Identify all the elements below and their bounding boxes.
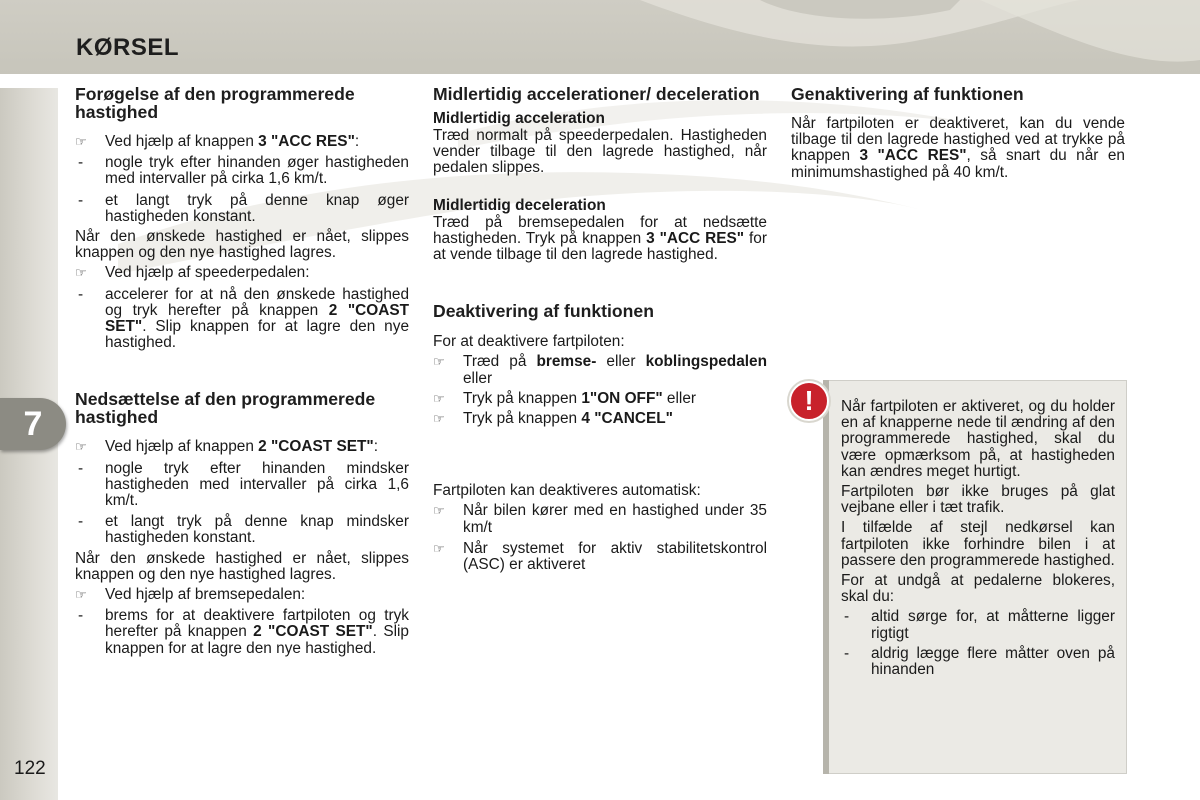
page-title: KØRSEL [76,34,180,61]
list-item: ☞ Tryk på knappen 1"ON OFF" eller [433,389,697,407]
list-item: - altid sørge for, at måtterne ligger rigtigt [844,608,1115,642]
warning-text [841,399,1115,678]
paragraph: Når fartpiloten er aktiveret, og du holder en af knapperne nede til ændring af den programmerede hastighed, skal du være opmærksom på, at hastigheden kan ændres meget hurtigt. [841,398,1115,480]
list-item: - nogle tryk efter hinanden øger hastigheden med intervaller på cirka 1,6 km/t. [78,154,409,188]
list-item: - brems for at deaktivere fartpiloten og tryk herefter på knappen 2 "COAST SET". Slip knappen for at lagre den nye hastighed. [78,607,409,657]
paragraph: For at deaktivere fartpiloten: [433,333,625,351]
chapter-tab[interactable]: 7 [0,398,66,450]
pointing-hand-icon: ☞ [75,265,87,281]
header-decoration [0,0,1200,74]
section-heading-temporary: Midlertidig accelerationer/ deceleration [433,84,760,104]
paragraph: Fartpiloten bør ikke bruges på glat vejbane eller i tæt trafik. [841,483,1115,517]
pointing-hand-icon: ☞ [75,134,87,149]
list-item: ☞ Ved hjælp af knappen 3 "ACC RES": [75,133,360,150]
list-item: - accelerer for at nå den ønskede hastighed og tryk herefter på knappen 2 "COAST SET". Slip knappen for at lagre den nye hastighed. [78,285,409,352]
paragraph: Træd normalt på speederpedalen. Hastigheden vender tilbage til den lagrede hastighed, når pedalen slippes. [433,127,767,177]
pointing-hand-icon: ☞ [433,503,445,519]
list-item: ☞ Når systemet for aktiv stabilitetskontrol (ASC) er aktiveret [433,539,767,574]
paragraph: Når den ønskede hastighed er nået, slippes knappen og den nye hastighed lagres. [75,549,409,583]
list-item: ☞ Træd på bremse- eller koblingspedalen eller [433,353,767,387]
subheading-acceleration: Midlertidig acceleration [433,110,605,127]
pointing-hand-icon: ☞ [433,390,445,406]
list-item: ☞ Ved hjælp af speederpedalen: [75,264,310,282]
section-heading-decrease: Nedsættelse af den programmerede hastighed [75,389,376,428]
page-number: 122 [14,758,46,779]
list-item: ☞ Ved hjælp af bremsepedalen: [75,586,306,604]
paragraph: Når fartpiloten er deaktiveret, kan du vende tilbage til den lagrede hastighed ved at trykke på knappen 3 "ACC RES", så snart du når en minimumshastighed på 40 km/t. [791,115,1125,181]
paragraph: Træd på bremsepedalen for at nedsætte hastigheden. Tryk på knappen 3 "ACC RES" for at vende tilbage til den lagrede hastighed. [433,213,767,264]
section-heading-increase: Forøgelse af den programmerede hastighed [75,84,355,122]
list-item: - aldrig lægge flere måtter oven på hinanden [844,644,1115,679]
list-item: - et langt tryk på denne knap mindsker hastigheden konstant. [78,513,409,547]
warning-box-bar [823,380,829,774]
subheading-deceleration: Midlertidig deceleration [433,196,606,214]
section-heading-reactivation: Genaktivering af funktionen [791,84,1024,104]
list-item: - nogle tryk efter hinanden mindsker hastigheden med intervaller på cirka 1,6 km/t. [78,459,409,510]
paragraph: Fartpiloten kan deaktiveres automatisk: [433,482,701,500]
column-right [791,85,1125,181]
column-left [75,85,409,657]
pointing-hand-icon: ☞ [433,540,445,556]
pointing-hand-icon: ☞ [433,411,445,427]
exclamation-icon: ! [789,381,829,421]
paragraph: For at undgå at pedalerne blokeres, skal du: [841,572,1115,606]
paragraph: Når den ønskede hastighed er nået, slippes knappen og den nye hastighed lagres. [75,228,409,262]
column-middle [433,85,767,573]
list-item: - et langt tryk på denne knap øger hastigheden konstant. [78,191,409,225]
section-heading-deactivation: Deaktivering af funktionen [433,301,654,322]
pointing-hand-icon: ☞ [433,354,445,370]
list-item: ☞ Tryk på knappen 4 "CANCEL" [433,410,673,428]
pointing-hand-icon: ☞ [75,439,87,455]
pointing-hand-icon: ☞ [75,587,87,603]
list-item: ☞ Ved hjælp af knappen 2 "COAST SET": [75,438,378,456]
paragraph: I tilfælde af stejl nedkørsel kan fartpiloten ikke forhindre bilen i at passere den programmerede hastighed. [841,519,1115,569]
page-header [0,0,1200,74]
list-item: ☞ Når bilen kører med en hastighed under 35 km/t [433,502,767,536]
